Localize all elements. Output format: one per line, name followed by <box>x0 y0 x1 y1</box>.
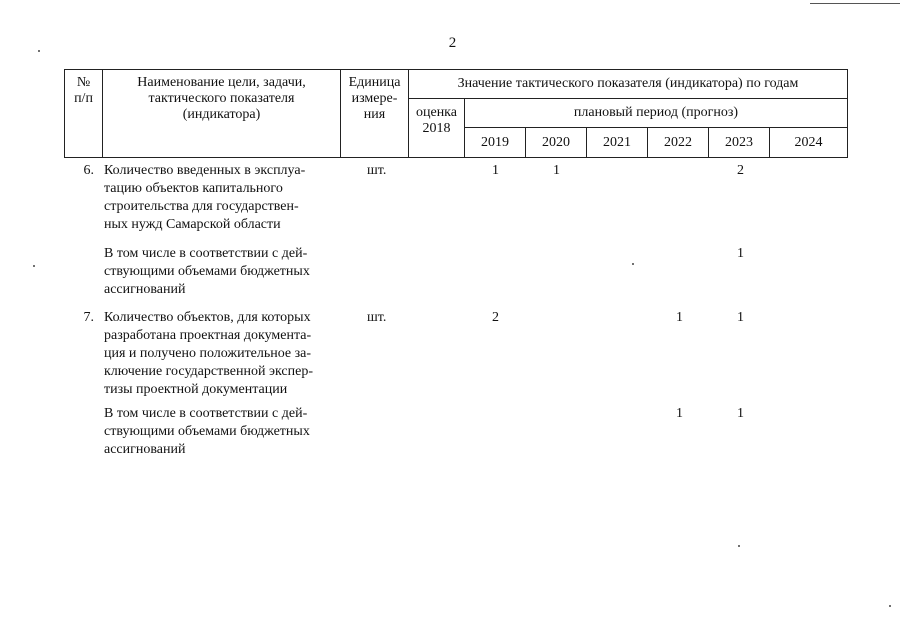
row-7-sub-value-2023: 1 <box>737 406 744 421</box>
row-6-name-line-3: строительства для государствен- <box>104 199 299 214</box>
header-values-title: Значение тактического показателя (индикатора) по годам <box>409 70 848 99</box>
row-7-sub-name <box>104 405 336 459</box>
header-name-cell <box>103 70 341 158</box>
row-7-value-2019: 2 <box>492 310 499 325</box>
scan-speck <box>33 265 35 267</box>
row-7-name <box>104 309 336 399</box>
row-6-name <box>104 162 336 234</box>
header-unit-cell <box>341 70 409 158</box>
row-6-value-2020: 1 <box>553 163 560 178</box>
header-plan-title: плановый период (прогноз) <box>465 99 848 128</box>
page-number: 2 <box>448 35 457 51</box>
row-6-name-line-4: ных нужд Самарской области <box>104 217 281 232</box>
row-6-name-line-1: Количество введенных в эксплуа- <box>104 163 306 178</box>
scan-speck <box>889 605 891 607</box>
header-unit-line-3: ния <box>363 107 386 122</box>
scan-speck <box>632 263 634 265</box>
row-7-sub-name-line-2: ствующими объемами бюджетных <box>104 424 310 439</box>
row-6-name-line-2: тацию объектов капитального <box>104 181 283 196</box>
row-6-value-2019: 1 <box>492 163 499 178</box>
header-estimate-line-2: 2018 <box>422 121 451 136</box>
row-6-sub-name-line-3: ассигнований <box>104 282 186 297</box>
row-7-value-2022: 1 <box>676 310 683 325</box>
row-6-value-2023: 2 <box>737 163 744 178</box>
row-7-name-line-1: Количество объектов, для которых <box>104 310 311 325</box>
header-year-2022: 2022 <box>648 128 709 158</box>
header-estimate-line-1: оценка <box>415 105 457 120</box>
scan-speck <box>738 545 740 547</box>
row-6-sub-name <box>104 245 336 299</box>
row-7-name-line-5: тизы проектной документации <box>104 382 288 397</box>
header-num-line-1: № <box>76 75 91 90</box>
header-num-line-2: п/п <box>74 91 93 106</box>
header-year-2021: 2021 <box>587 128 648 158</box>
header-unit-line-1: Единица <box>348 75 401 90</box>
row-6-number: 6. <box>83 163 94 178</box>
row-7-number: 7. <box>83 310 94 325</box>
header-name-line-3: (индикатора) <box>182 107 261 122</box>
header-estimate-cell <box>409 99 465 158</box>
row-6-sub-name-line-2: ствующими объемами бюджетных <box>104 264 310 279</box>
top-edge-line <box>810 3 900 4</box>
row-7-name-line-4: ключение государственной экспер- <box>104 364 313 379</box>
header-year-2024: 2024 <box>770 128 848 158</box>
row-7-name-line-2: разработана проектная документа- <box>104 328 312 343</box>
header-name-line-2: тактического показателя <box>148 91 295 106</box>
row-6-sub-value-2023: 1 <box>737 246 744 261</box>
header-year-2020: 2020 <box>526 128 587 158</box>
header-table <box>64 69 848 158</box>
header-year-2019: 2019 <box>465 128 526 158</box>
row-7-unit: шт. <box>367 310 387 325</box>
header-name-line-1: Наименование цели, задачи, <box>137 75 306 90</box>
row-7-name-line-3: ция и получено положительное за- <box>104 346 312 361</box>
scan-speck <box>38 50 40 52</box>
row-6-sub-name-line-1: В том числе в соответствии с дей- <box>104 246 308 261</box>
row-6-unit: шт. <box>367 163 387 178</box>
row-7-sub-name-line-3: ассигнований <box>104 442 186 457</box>
row-7-value-2023: 1 <box>737 310 744 325</box>
row-7-sub-value-2022: 1 <box>676 406 683 421</box>
header-unit-line-2: измере- <box>351 91 398 106</box>
header-year-2023: 2023 <box>709 128 770 158</box>
header-num-cell <box>65 70 103 158</box>
row-7-sub-name-line-1: В том числе в соответствии с дей- <box>104 406 308 421</box>
